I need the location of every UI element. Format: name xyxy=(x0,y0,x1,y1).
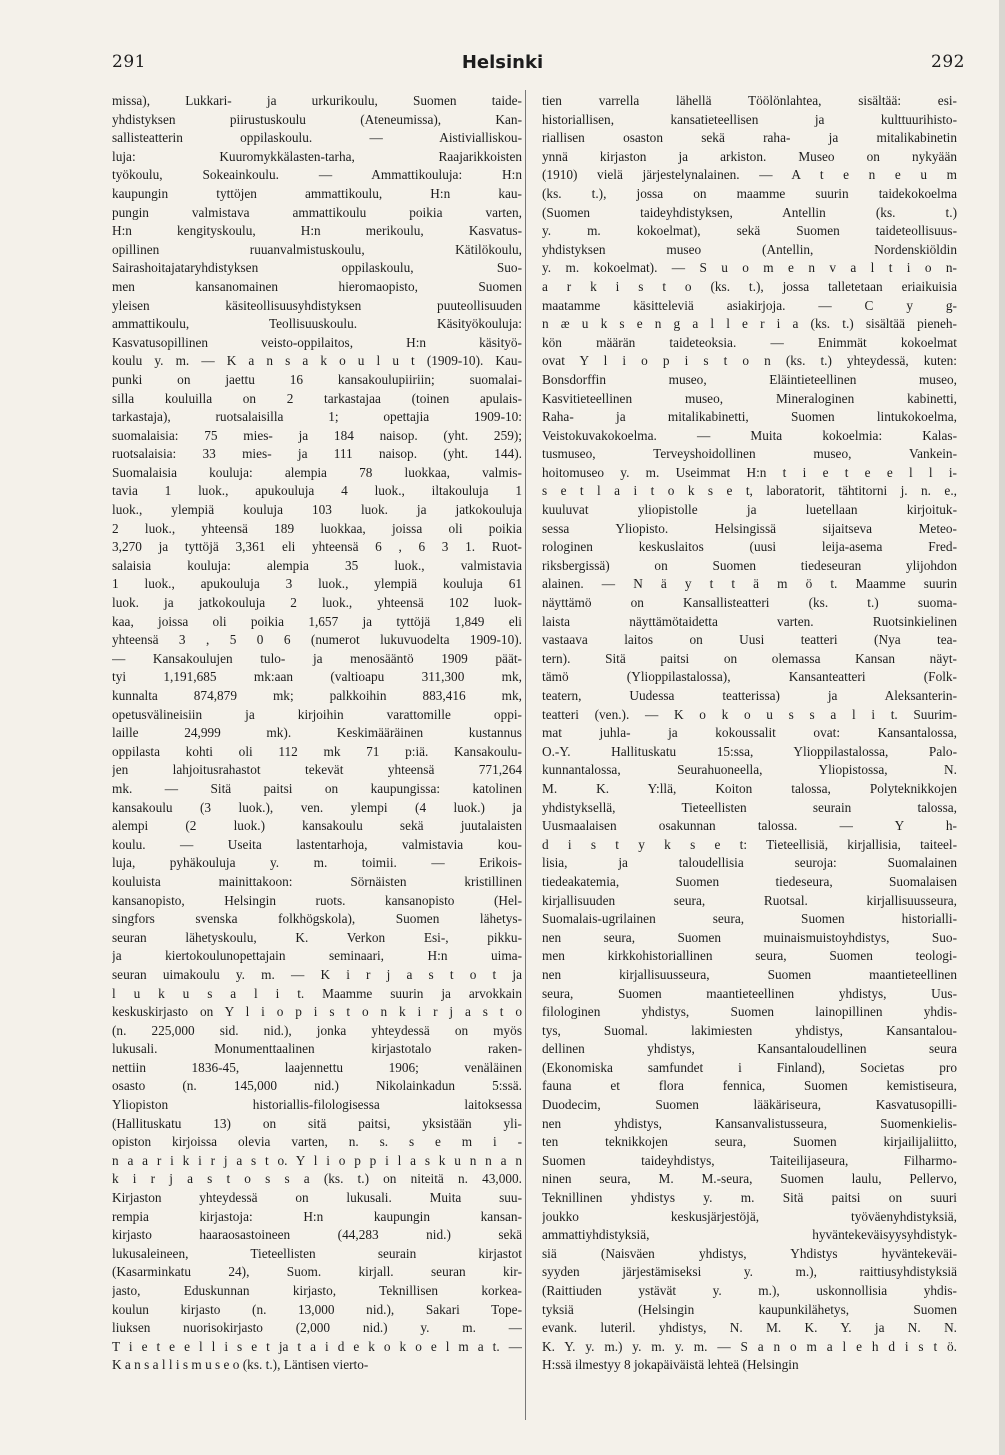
text-line: men kirkkohistoriallinen seura, Suomen teologi- xyxy=(542,948,957,964)
text-line: (n. 225,000 sid. nid.), jonka yhteydessä on myös xyxy=(112,1022,522,1038)
text-line: (1910) vielä järjestelynalainen. — A t e n e u m xyxy=(542,167,957,183)
text-line: luja, pyhäkouluja y. m. toimii. — Erikois- xyxy=(112,855,522,871)
text-line: tavia 1 luok., apukouluja 4 luok., iltakouluja 1 xyxy=(112,483,522,499)
text-line: teatern, Uudessa teatterissa) ja Aleksanterin- xyxy=(542,688,957,703)
text-line: tarkastaja), ruotsalaisilla 1; opettajia 1909-10: xyxy=(112,409,522,425)
text-line: H:ssä ilmestyy 8 jokapäiväistä lehteä (Helsingin xyxy=(542,1357,799,1373)
text-line: men kansanomainen hieromaopisto, Suomen xyxy=(112,278,522,294)
text-line: jen lahjoitusrahastot tekevät yhteensä 771,264 xyxy=(112,762,522,778)
text-line: siä (Naisväen yhdistys, Yhdistys hyväntekeväi- xyxy=(542,1245,957,1261)
text-line: O.-Y. Hallituskatu 15:ssa, Ylioppilastalossa, Palo- xyxy=(542,743,957,759)
text-line: kunnantalossa, Seurahuoneella, Yliopistossa, N. xyxy=(542,762,957,778)
text-line: mat juhla- ja kokoussalit ovat: Kansantalossa, xyxy=(542,725,957,741)
text-line: mk. — Sitä paitsi on kaupungissa: katolinen xyxy=(112,780,522,796)
text-line: ovat Y l i o p i s t o n (ks. t.) yhteydessä, kuten: xyxy=(542,353,957,369)
text-line: Teknillinen yhdistys y. m. Sitä paitsi on suuri xyxy=(542,1190,957,1206)
text-line: kirjasto haaraosastoineen (44,283 nid.) sekä xyxy=(112,1227,522,1243)
text-line: ja kiertokoulunopettajain seminaari, H:n uima- xyxy=(112,948,522,964)
text-line: Raha- ja mitalikabinetti, Suomen lintukokoelma, xyxy=(542,409,957,425)
text-line: a r k i s t o (ks. t.), jossa talletetaan eriaikuisia xyxy=(542,278,957,294)
text-line: Yliopiston historiallis-filologisessa laitoksessa xyxy=(112,1097,522,1113)
text-line: n æ u k s e n g a l l e r i a (ks. t.) sisältää pieneh- xyxy=(542,316,957,332)
column-divider xyxy=(525,90,526,1420)
text-line: ninen seura, M. M.-seura, Suomen laulu, Pellervo, xyxy=(542,1171,957,1187)
text-line: hoitomuseo y. m. Useimmat H:n t i e t e e l l i- xyxy=(542,464,957,480)
text-line: nen seura, Suomen muinaismuistoyhdistys, Suo- xyxy=(542,929,957,945)
text-line: kouluista mainittakoon: Sörnäisten kristillinen xyxy=(112,873,522,889)
text-line: riallisen osaston sekä raha- ja mitalikabinetin xyxy=(542,130,957,146)
text-line: historiallisen, kansatieteellisen ja kulttuurihisto- xyxy=(542,111,957,127)
text-line: dellinen yhdistys, Kansantaloudellinen seura xyxy=(542,1041,957,1057)
text-line: rempia kirjastoja: H:n kaupungin kansan- xyxy=(112,1208,522,1224)
text-line: ynnä kirjaston ja arkiston. Museo on nykyään xyxy=(542,148,957,164)
text-line: kön määrän taideteoksia. — Enimmät kokoelmat xyxy=(542,334,957,350)
text-line: Veistokuvakokoelma. — Muita kokoelmia: Kalas- xyxy=(542,427,957,443)
right-column xyxy=(542,92,957,1375)
text-line: seuran uimakoulu y. m. — K i r j a s t o t ja xyxy=(112,966,522,982)
text-line: laille 24,999 mk). Keskimääräinen kustannus xyxy=(112,725,522,741)
text-line: Duodecim, Suomen lääkäriseura, Kasvatusopilli- xyxy=(542,1097,957,1113)
text-line: kansanopisto, Helsingin ruots. kansanopisto (Hel- xyxy=(112,892,522,908)
text-line: s e t l a i t o k s e t, laboratorit, tähtitorni j. n. e., xyxy=(542,483,957,499)
text-line: nen kirjallisuusseura, Suomen maantieteellinen xyxy=(542,966,957,982)
text-line: (ks. t.), jossa on maamme suurin taidekokoelma xyxy=(542,185,957,201)
text-line: tiedeakatemia, Suomen tiedeseura, Suomalaisen xyxy=(542,873,957,889)
text-line: (Raittiuden ystävät y. m.), uskonnollisia yhdis- xyxy=(542,1283,957,1298)
text-line: osasto (n. 145,000 nid.) Nikolainkadun 5:ssä. xyxy=(112,1078,522,1094)
text-line: tern). Sitä paitsi on olemassa Kansan näyt- xyxy=(542,650,957,666)
text-line: evank. luteril. yhdistys, N. M. K. Y. ja N. N. xyxy=(542,1320,957,1336)
text-line: maatamme käsitteleviä asiakirjoja. — C y g- xyxy=(542,297,957,313)
text-line: keskuskirjasto on Y l i o p i s t o n k i r j a s t o xyxy=(112,1004,522,1020)
text-line: koulu. — Useita lastentarhoja, valmistavia kou- xyxy=(112,836,522,852)
text-line: ruotsalaisia: 33 mies- ja 111 naisop. (yht. 144). xyxy=(112,446,522,462)
text-line: työkoulu, Sokeainkoulu. — Ammattikouluja: H:n xyxy=(112,167,522,183)
text-line: missa), Lukkari- ja urkurikoulu, Suomen taide- xyxy=(112,93,522,108)
text-line: yhdistyksellä, Tieteellisten seurain talossa, xyxy=(542,799,957,815)
text-line: tyksiä (Helsingin kaupunkilähetys, Suomen xyxy=(542,1301,957,1317)
text-line: T i e t e e l l i s e t ja t a i d e k o k o e l m a t. — xyxy=(112,1338,522,1354)
text-line: tyi 1,191,685 mk:aan (valtioapu 311,300 mk, xyxy=(112,669,522,685)
text-line: Kasvitieteellinen museo, Mineraloginen kabinetti, xyxy=(542,390,957,406)
text-line: teatteri (ven.). — K o k o u s s a l i t. Suurim- xyxy=(542,706,957,722)
page-number-left: 291 xyxy=(112,52,146,72)
text-line: 2 luok., yhteensä 189 luokkaa, joissa oli poikia xyxy=(112,520,522,536)
text-line: suomalaisia: 75 mies- ja 184 naisop. (yht. 259); xyxy=(112,427,522,443)
text-line: opiston kirjoissa olevia varten, n. s. s e m i - xyxy=(112,1134,522,1150)
text-line: rologinen keskuslaitos (uusi leija-asema Fred- xyxy=(542,539,957,555)
text-line: koulu y. m. — K a n s a k o u l u t (1909-10). Kau- xyxy=(112,353,522,369)
text-line: tämö (Ylioppilastalossa), Kansanteatteri (Folk- xyxy=(542,669,957,685)
text-line: 1 luok., apukouluja 3 luok., ylempiä kouluja 61 xyxy=(112,576,522,592)
text-line: sallisteatterin oppilaskoulu. — Aistivialliskou- xyxy=(112,130,522,146)
text-line: riksbergissä) on Suomen tiedeseuran ylijohdon xyxy=(542,557,957,573)
text-line: fauna et flora fennica, Suomen kemistiseura, xyxy=(542,1078,957,1094)
text-line: ten teknikkojen seura, Suomen kirjailijaliitto, xyxy=(542,1134,957,1150)
text-line: opetusvälineisiin ja kirjoihin varattomille oppi- xyxy=(112,706,522,722)
text-line: vastaava laitos on Uusi teatteri (Nya tea- xyxy=(542,632,957,648)
text-line: d i s t y k s e t: Tieteellisiä, kirjallisia, taiteel- xyxy=(542,836,957,852)
text-line: lukusaleineen, Tieteellisten seurain kirjastot xyxy=(112,1245,522,1261)
text-line: tusmuseo, Terveyshoidollinen museo, Vankein- xyxy=(542,446,957,462)
text-line: luja: Kuuromykkälasten-tarha, Raajarikkoisten xyxy=(112,148,522,164)
text-line: ammattikoulu, Teollisuuskoulu. Käsityökouluja: xyxy=(112,316,522,332)
text-line: lukusali. Monumenttaalinen kirjastotalo raken- xyxy=(112,1041,522,1057)
text-line: K a n s a l l i s m u s e o (ks. t.), Läntisen vierto- xyxy=(112,1357,369,1373)
text-line: joukko keskusjärjestöjä, työväenyhdistyksiä, xyxy=(542,1208,957,1224)
text-line: lisia, ja taloudellisia seuroja: Suomalainen xyxy=(542,855,957,871)
text-line: liuksen nuorisokirjasto (2,000 nid.) y. m. — xyxy=(112,1320,522,1336)
text-line: opillinen ruuanvalmistuskoulu, Kätilökoulu, xyxy=(112,241,522,257)
page-number-right: 292 xyxy=(931,52,965,72)
running-title: Helsinki xyxy=(461,52,544,73)
text-line: kansakoulu (3 luok.), ven. ylempi (4 luok.) ja xyxy=(112,799,522,815)
text-line: nettiin 1836-45, laajennettu 1906; venäläinen xyxy=(112,1059,522,1075)
text-line: 3,270 ja tyttöjä 3,361 eli yhteensä 6 , 6 3 1. Ruot- xyxy=(112,539,522,555)
text-line: K. Y. y. m.) y. m. y. m. — S a n o m a l e h d i s t ö. xyxy=(542,1338,957,1354)
text-line: alempi (2 luok.) kansakoulu sekä juutalaisten xyxy=(112,818,522,834)
text-line: sessa Yliopisto. Helsingissä sijaitseva Meteo- xyxy=(542,520,957,536)
text-line: y. m. kokoelmat). — S u o m e n v a l t i o n- xyxy=(542,260,957,276)
text-line: Uusmaalaisen osakunnan talossa. — Y h- xyxy=(542,818,957,834)
text-line: (Suomen taideyhdistyksen, Antellin (ks. t.) xyxy=(542,204,957,220)
page-header xyxy=(0,0,1005,82)
text-line: H:n kengityskoulu, H:n merikoulu, Kasvatus- xyxy=(112,223,522,239)
text-line: pungin valmistava ammattikoulu poikia varten, xyxy=(112,204,522,220)
text-line: n a a r i k i r j a s t o. Y l i o p p i l a s k u n n a n xyxy=(112,1152,522,1168)
text-line: jasto, Eduskunnan kirjasto, Teknillisen korkea- xyxy=(112,1283,522,1298)
text-line: yhdistyksen museo (Antellin, Nordenskiöldin xyxy=(542,241,957,257)
text-line: Kasvatusopillinen veisto-oppilaitos, H:n käsityö- xyxy=(112,334,522,350)
text-line: kuuluvat yliopistolle ja luetellaan kirjoituk- xyxy=(542,502,957,518)
text-line: tien varrella lähellä Töölönlahtea, sisältää: esi- xyxy=(542,93,957,108)
text-line: Bonsdorffin museo, Eläintieteellinen museo, xyxy=(542,371,957,387)
text-line: punki on jaettu 16 kansakoulupiiriin; suomalai- xyxy=(112,371,522,387)
text-line: filologinen yhdistys, Suomen lainopillinen yhdis- xyxy=(542,1004,957,1020)
text-line: syyden järjestämiseksi y. m.), raittiusyhdistyksiä xyxy=(542,1264,957,1280)
text-line: laista näyttämötaidetta varten. Ruotsinkielinen xyxy=(542,613,957,629)
left-column xyxy=(112,92,522,1375)
text-line: l u k u s a l i t. Maamme suurin ja arvokkain xyxy=(112,985,522,1001)
text-line: yhdistyksen piirustuskoulu (Ateneumissa), Kan- xyxy=(112,111,522,127)
text-line: (Kasarminkatu 24), Suom. kirjall. seuran kir- xyxy=(112,1264,522,1280)
text-line: M. K. Y:llä, Koiton talossa, Polyteknikkojen xyxy=(542,780,957,796)
text-line: ammattiyhdistyksiä, hyväntekeväisyysyhdistyk- xyxy=(542,1227,957,1243)
text-line: (Hallituskatu 13) on sitä paitsi, yksistään yli- xyxy=(112,1115,522,1131)
text-line: kirjallisuuden seura, Ruotsal. kirjallisuusseura, xyxy=(542,892,957,908)
text-line: kaa, joissa oli poikia 1,657 ja tyttöjä 1,849 eli xyxy=(112,613,522,629)
text-line: yhteensä 3 , 5 0 6 (numerot lukuvuodelta 1909-10). xyxy=(112,632,522,648)
text-line: oppilasta kohti oli 112 mk 71 p:iä. Kansakoulu- xyxy=(112,743,522,759)
text-line: Suomalaisia kouluja: alempia 78 luokkaa, valmis- xyxy=(112,464,522,480)
text-line: näyttämö on Kansallisteatteri (ks. t.) suoma- xyxy=(542,595,957,611)
text-line: alainen. — N ä y t t ä m ö t. Maamme suurin xyxy=(542,576,957,592)
text-line: nen yhdistys, Kansanvalistusseura, Suomenkielis- xyxy=(542,1115,957,1131)
text-line: seura, Suomen maantieteellinen yhdistys, Uus- xyxy=(542,985,957,1001)
text-line: yleisen käsiteollisuusyhdistyksen puuteollisuuden xyxy=(112,297,522,313)
text-line: seuran lähetyskoulu, K. Verkon Esi-, pikku- xyxy=(112,929,522,945)
text-line: luok., ylempiä kouluja 103 luok. ja jatkokouluja xyxy=(112,502,522,518)
text-line: tys, Suomal. lakimiesten yhdistys, Kansantalou- xyxy=(542,1022,957,1038)
text-line: Suomen taideyhdistys, Taiteilijaseura, Filharmo- xyxy=(542,1152,957,1168)
text-line: Kirjaston yhteydessä on lukusali. Muita suu- xyxy=(112,1190,522,1206)
text-line: salaisia kouluja: alempia 35 luok., valmistavia xyxy=(112,557,522,573)
text-line: silla kouluilla on 2 tarkastajaa (toinen apulais- xyxy=(112,390,522,406)
text-line: koulun kirjasto (n. 13,000 nid.), Sakari Tope- xyxy=(112,1301,522,1317)
text-line: kaupungin tyttöjen ammattikoulu, H:n kau- xyxy=(112,185,522,201)
text-line: — Kansakoulujen tulo- ja menosääntö 1909 päät- xyxy=(112,650,522,666)
text-line: kunnalta 874,879 mk; palkkoihin 883,416 mk, xyxy=(112,688,522,703)
text-line: luok. ja jatkokouluja 2 luok., yhteensä 102 luok- xyxy=(112,595,522,611)
text-line: (Ekonomiska samfundet i Finland), Societas pro xyxy=(542,1059,957,1075)
scan-edge xyxy=(999,0,1005,1455)
text-line: singfors svenska folkhögskola), Suomen lähetys- xyxy=(112,911,522,927)
text-line: k i r j a s t o s s a (ks. t.) on niteitä n. 43,000. xyxy=(112,1171,522,1187)
text-line: Suomalais-ugrilainen seura, Suomen historialli- xyxy=(542,911,957,927)
text-line: Sairashoitajataryhdistyksen oppilaskoulu, Suo- xyxy=(112,260,522,276)
text-line: y. m. kokoelmat), sekä Suomen taideteollisuus- xyxy=(542,223,957,239)
